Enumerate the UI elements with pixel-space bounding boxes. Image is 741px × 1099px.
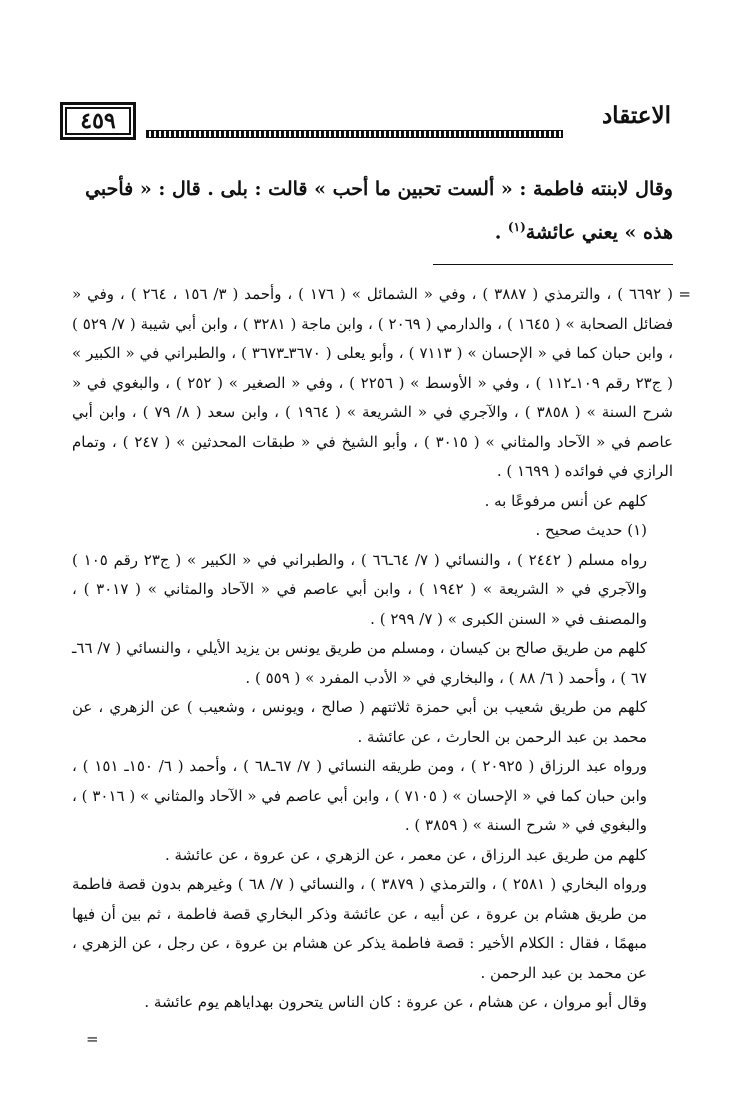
page-number: ٤٥٩ bbox=[60, 102, 136, 140]
footnote-paragraph: رواه مسلم ( ٢٤٤٢ ) ، والنسائي ( ٧/ ٦٤ـ٦٦ ) ، والطبراني في « الكبير » ( ج٢٣ رقم ١٠٥ ) والآجري في « الشريعة » ( ١٩٤٢ ) ، وابن أبي عاصم في « الآحاد والمثاني » ( ٣٠١٧ ) ، والمصنف في « السنن الكبرى » ( ٧/ ٢٩٩ ) . bbox=[72, 550, 648, 628]
page-header bbox=[60, 102, 671, 142]
footnote-paragraph: كلهم من طريق عبد الرزاق ، عن معمر ، عن الزهري ، عن عروة ، عن عائشة . bbox=[164, 845, 647, 864]
footnote-paragraph: ( ٦٦٩٢ ) ، والترمذي ( ٣٨٨٧ ) ، وفي « الشمائل » ( ١٧٦ ) ، وأحمد ( ٣/ ١٥٦ ، ٢٦٤ ) ، وفي « فضائل الصحابة » ( ١٦٤٥ ) ، والدارمي ( ٢٠٦٩ ) ، وابن ماجة ( ٣٢٨١ ) ، وابن أبي شيبة ( ٧/ ٥٢٩ ) ، وابن حبان كما في « الإحسان » ( ٧١١٣ ) ، وأبو يعلى ( ٣٦٧٠ـ٣٦٧٣ ) ، والطبراني في « الكبير » ( ج٢٣ رقم ١٠٩ـ١١٢ ) ، وفي « الأوسط » ( ٢٢٥٦ ) ، وفي « الصغير » ( ٢٥٢ ) ، والبغوي في « شرح السنة » ( ٣٨٥٨ ) ، والآجري في « الشريعة » ( ١٩٦٤ ) ، وابن سعد ( ٨/ ٧٩ ) ، وابن أبي عاصم في « الآحاد والمثاني » ( ٣٠١٥ ) ، وأبو الشيخ في « طبقات المحدثين » ( ٢٤٧ ) ، وتمام الرازي في فوائده ( ١٦٩٩ ) . bbox=[72, 285, 674, 480]
main-line-1: وقال لابنته فاطمة : « ألست تحبين ما أحب » قالت : بلى . قال : « فأحبي bbox=[85, 178, 673, 200]
main-text bbox=[70, 170, 673, 251]
footnotes bbox=[72, 280, 691, 1018]
continuation-mark: = bbox=[678, 285, 691, 303]
footnote-paragraph: كلهم من طريق شعيب بن أبي حمزة ثلاثتهم ( صالح ، ويونس ، وشعيب ) عن الزهري ، عن محمد بن عبد الرحمن بن الحارث ، عن عائشة . bbox=[72, 698, 647, 746]
running-title: الاعتقاد bbox=[601, 102, 671, 129]
footnote-paragraph: ورواه عبد الرزاق ( ٢٠٩٢٥ ) ، ومن طريقه النسائي ( ٧/ ٦٧ـ٦٨ ) ، وأحمد ( ٦/ ١٥٠ـ ١٥١ ) ، وابن حبان كما في « الإحسان » ( ٧١٠٥ ) ، وابن أبي عاصم في « الآحاد والمثاني » ( ٣٠١٦ ) ، والبغوي في « شرح السنة » ( ٣٨٥٩ ) . bbox=[72, 757, 648, 834]
main-line-2-text: هذه » يعني عائشة bbox=[525, 221, 673, 244]
continuation-mark-bottom: = bbox=[86, 1030, 99, 1048]
main-line-2 bbox=[70, 208, 673, 251]
footnote-heading: (١) حديث صحيح . bbox=[535, 521, 647, 539]
footnote-paragraph: وقال أبو مروان ، عن هشام ، عن عروة : كان الناس يتحرون بهداياهم يوم عائشة . bbox=[144, 993, 647, 1011]
header-rule bbox=[146, 130, 563, 138]
main-line-2-end: . bbox=[494, 221, 508, 244]
footnote-paragraph: ورواه البخاري ( ٢٥٨١ ) ، والترمذي ( ٣٨٧٩ ) ، والنسائي ( ٧/ ٦٨ ) وغيرهم بدون قصة فاطمة من طريق هشام بن عروة ، عن أبيه ، عن عائشة وذكر البخاري قصة فاطمة ، ثم بين أن فيها مبهمًا ، فقال : الكلام الأخير : قصة فاطمة يذكر عن هشام بن عروة ، عن رجل ، عن الزهري ، عن محمد بن عبد الرحمن . bbox=[72, 875, 647, 982]
footnote-separator bbox=[433, 264, 673, 265]
footnote-paragraph: كلهم عن أنس مرفوعًا به . bbox=[484, 491, 647, 510]
footnote-paragraph: كلهم من طريق صالح بن كيسان ، ومسلم من طريق يونس بن يزيد الأيلي ، والنسائي ( ٧/ ٦٦ـ ٦٧ ) ، وأحمد ( ٦/ ٨٨ ) ، والبخاري في « الأدب المفرد » ( ٥٥٩ ) . bbox=[72, 639, 647, 687]
footnote-ref: (١) bbox=[507, 220, 526, 234]
